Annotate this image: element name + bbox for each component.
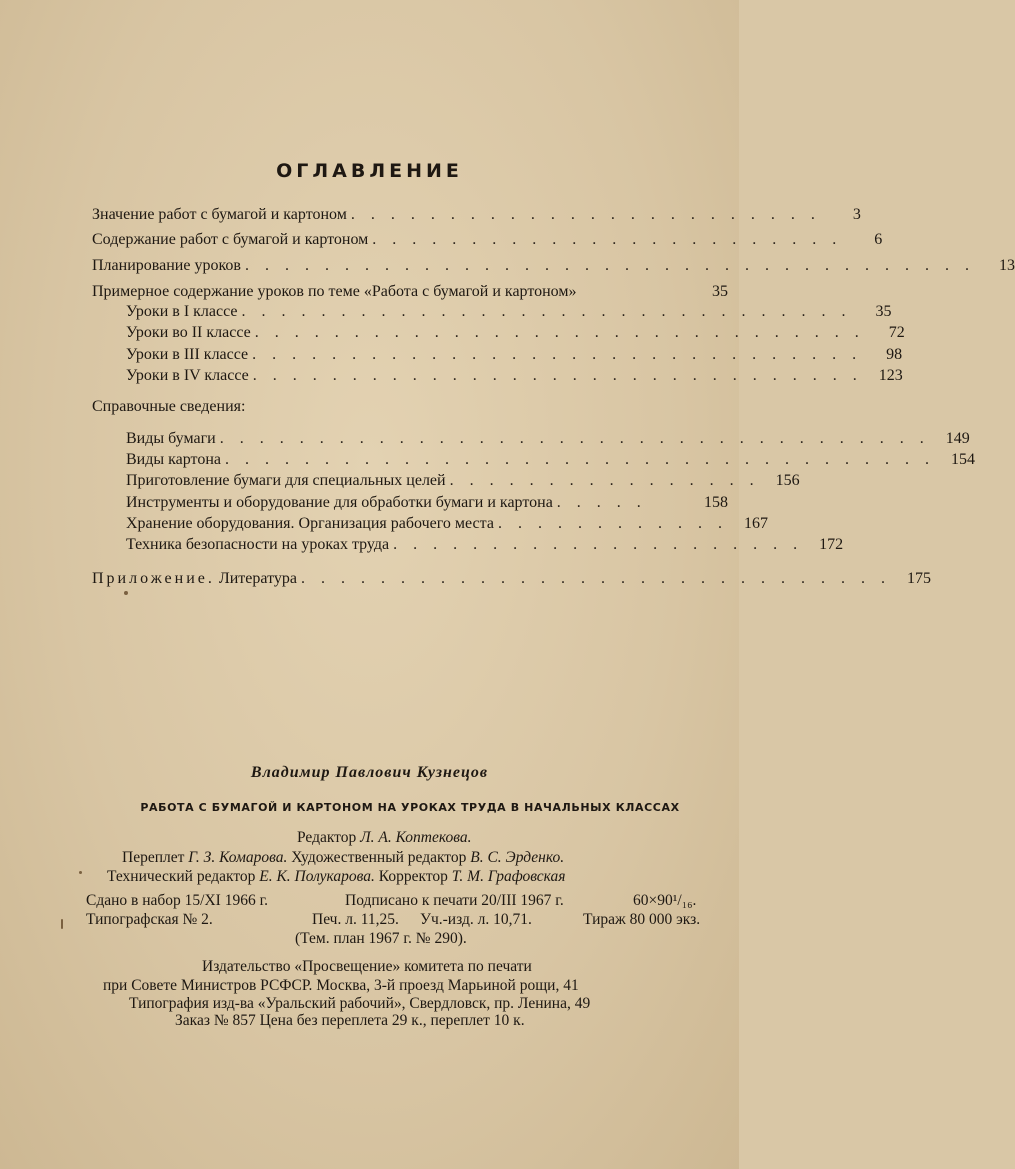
toc-entry	[126, 513, 768, 533]
book-title: РАБОТА С БУМАГОЙ И КАРТОНОМ НА УРОКАХ ТРУДА В НАЧАЛЬНЫХ КЛАССАХ	[140, 801, 680, 814]
thematic-plan: (Тем. план 1967 г. № 290).	[295, 930, 467, 947]
toc-entry	[126, 344, 903, 364]
toc-entry-label: Инструменты и оборудование для обработки бумаги и картона	[126, 494, 553, 511]
dot-leader: . . . . . . . . . . . . . . . . . . . . . . . . . . . . . .	[300, 570, 891, 587]
toc-entry-page: 158	[704, 494, 728, 511]
toc-entry-label: Уроки во II классе	[126, 324, 251, 341]
dot-leader: . . . . . . . . . . . . . . . . . . . . . . . .	[372, 231, 843, 248]
toc-entry-page: 154	[951, 451, 975, 468]
toc-entry-page: 98	[886, 346, 903, 363]
author-name: Владимир Павлович Кузнецов	[250, 764, 489, 781]
toc-entry-label: Хранение оборудования. Организация рабочего места	[126, 515, 494, 532]
editor-name: Л. А. Коптекова.	[360, 829, 472, 846]
toc-entry	[126, 301, 892, 321]
dot-leader: . . . . . . . . . . . . . . . . . . . . . . . .	[350, 206, 821, 223]
toc-entry-page: 35	[875, 303, 892, 320]
art-editor-name: В. С. Эрденко.	[470, 849, 565, 866]
toc-entry-page: 175	[906, 570, 931, 587]
paper-type: Типографская № 2.	[86, 911, 213, 928]
dot-leader: . . . . . . . . . . . . . . . . . . . . . . . . . . . . . . .	[241, 303, 852, 320]
ink-speck	[124, 591, 128, 595]
tech-editor-name: Е. К. Полукарова.	[259, 868, 375, 885]
dot-leader: . . . . . . . . . . . . . . . . . . . . . . . . . . . . . . .	[252, 367, 863, 384]
toc-entry	[126, 428, 970, 448]
toc-entry-page: 35	[712, 283, 728, 300]
toc-entry-label: Приготовление бумаги для специальных целей	[126, 472, 446, 489]
toc-entry-label: Техника безопасности на уроках труда	[126, 536, 390, 553]
publisher-sheets: Уч.-изд. л. 10,71.	[420, 911, 532, 928]
toc-entry	[92, 229, 883, 249]
appendix-label-rest: Литература	[214, 570, 297, 587]
toc-entry	[126, 322, 905, 342]
toc-entry-page: 156	[775, 472, 800, 489]
toc-entry-page: 3	[852, 206, 861, 223]
dot-leader: . . . . . . . . . . . . . . . . . . . . . . . . . . . . . . . . . . . .	[219, 430, 930, 447]
reference-heading: Справочные сведения:	[92, 398, 246, 415]
toc-entry-label: Примерное содержание уроков по теме «Работа с бумагой и картоном»	[92, 283, 577, 300]
print-sheets: Печ. л. 11,25.	[312, 911, 399, 928]
ink-speck	[61, 919, 63, 929]
toc-entry-page: 6	[874, 231, 883, 248]
cover-label: Переплет	[122, 849, 189, 866]
toc-entry-page: 123	[878, 367, 903, 384]
dot-leader: . . . . . . . . . . . . . . . . . . . . . . . . . . . . . . . . . . . .	[225, 451, 935, 468]
toc-title: ОГЛАВЛЕНИЕ	[276, 160, 463, 182]
toc-entry-page: 167	[743, 515, 768, 532]
dot-leader: . . . . . . . . . . . . . . . . . . . . . . . . . . . . . . . . . . . . .	[244, 257, 975, 274]
cover-name: Г. З. Комарова.	[188, 849, 288, 866]
tech-editor-label: Технический редактор	[107, 868, 260, 885]
toc-entry-label	[92, 570, 301, 588]
toc-entry-page: 13	[998, 257, 1015, 274]
typeset-date: Сдано в набор 15/XI 1966 г.	[86, 892, 269, 909]
dot-leader: . . . . . . . . . . . . . . . . . . . . .	[393, 536, 804, 553]
paper-format: 60×90¹/₁₆.	[633, 892, 697, 909]
printer-line: Типография изд-ва «Уральский рабочий», Свердловск, пр. Ленина, 49	[129, 995, 591, 1012]
toc-entry-page: 172	[819, 536, 844, 553]
toc-entry-label: Значение работ с бумагой и картоном	[92, 206, 347, 223]
dot-leader: . . . . .	[556, 494, 647, 511]
appendix-label: Приложение.	[92, 570, 215, 587]
toc-entry-label: Уроки в I классе	[126, 303, 238, 320]
signed-date: Подписано к печати 20/III 1967 г.	[345, 892, 564, 909]
toc-entry	[126, 534, 844, 554]
art-editor-label: Художественный редактор	[287, 849, 471, 866]
toc-entry-label: Виды бумаги	[126, 430, 216, 447]
toc-entry-appendix	[92, 568, 931, 588]
corrector-name: Т. М. Графовская	[451, 868, 566, 885]
dot-leader: . . . . . . . . . . . .	[497, 515, 728, 532]
publisher-line-2: при Совете Министров РСФСР. Москва, 3-й проезд Марьиной рощи, 41	[103, 977, 579, 994]
editor-label: Редактор	[297, 829, 361, 846]
toc-entry-label: Уроки в IV классе	[126, 367, 249, 384]
ink-speck	[79, 871, 82, 874]
toc-entry-page: 72	[888, 324, 905, 341]
toc-entry	[92, 204, 861, 224]
toc-entry	[126, 470, 800, 490]
tech-editor-line	[107, 868, 565, 886]
toc-entry	[126, 449, 975, 469]
order-price-line: Заказ № 857 Цена без переплета 29 к., переплет 10 к.	[175, 1012, 525, 1029]
toc-entry	[92, 281, 728, 301]
dot-leader: . . . . . . . . . . . . . . . . . . . . . . . . . . . . . . .	[254, 324, 865, 341]
print-run: Тираж 80 000 экз.	[583, 911, 701, 928]
toc-entry-label: Содержание работ с бумагой и картоном	[92, 231, 369, 248]
toc-entry-label: Виды картона	[126, 451, 221, 468]
toc-entry	[92, 255, 1015, 275]
cover-line	[122, 849, 564, 867]
toc-entry	[126, 365, 903, 385]
editor-line	[297, 829, 472, 847]
toc-entry	[126, 492, 728, 512]
dot-leader: . . . . . . . . . . . . . . . .	[449, 472, 760, 489]
dot-leader: . . . . . . . . . . . . . . . . . . . . . . . . . . . . . . .	[252, 346, 863, 363]
toc-entry-page: 149	[945, 430, 970, 447]
toc-entry-label: Уроки в III классе	[126, 346, 249, 363]
toc-entry-label: Планирование уроков	[92, 257, 241, 274]
publisher-line-1: Издательство «Просвещение» комитета по печати	[202, 958, 532, 975]
corrector-label: Корректор	[374, 868, 452, 885]
